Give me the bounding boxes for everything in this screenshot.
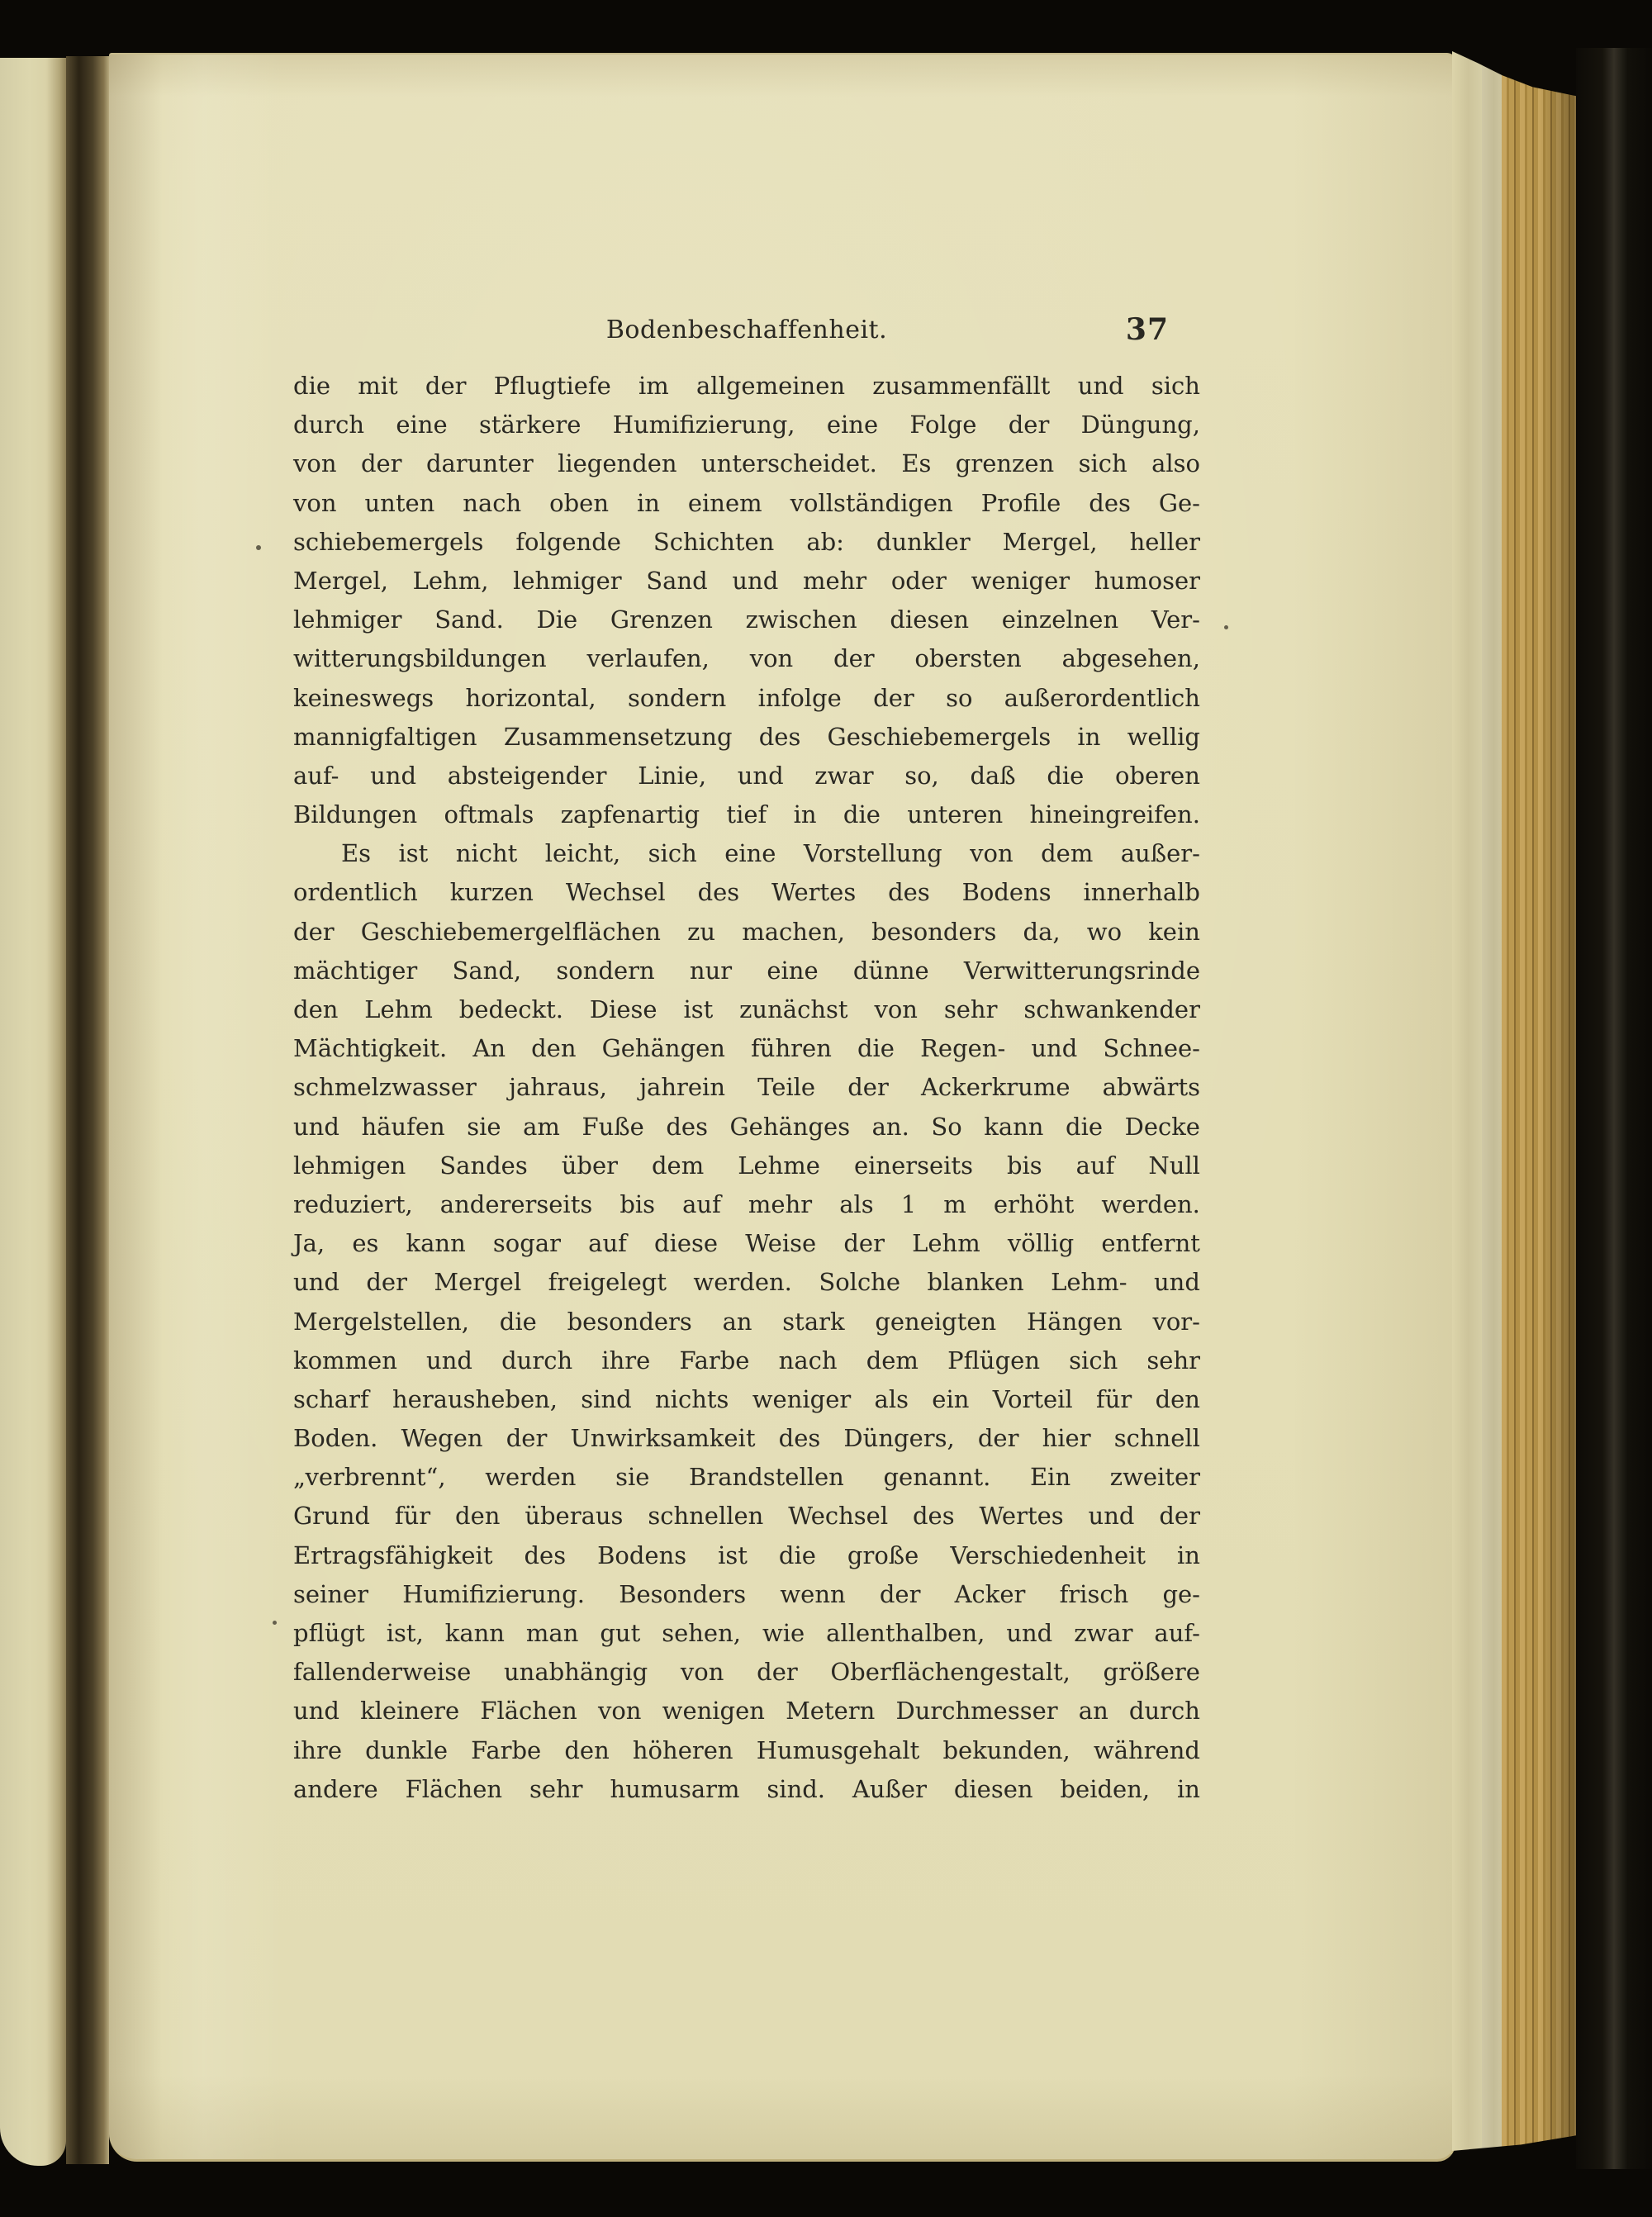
text-line: Bildungen oftmals zapfenartig tief in die unteren hineingreifen. (293, 800, 1200, 829)
text-line: ordentlich kurzen Wechsel des Wertes des Bodens innerhalb (293, 878, 1200, 907)
text-line: mächtiger Sand, sondern nur eine dünne Verwitterungsrinde (293, 956, 1200, 985)
text-line: ihre dunkle Farbe den höheren Humusgehalt bekunden, während (293, 1735, 1200, 1764)
text-line: Mergelstellen, die besonders an stark geneigten Hängen vor- (293, 1307, 1200, 1336)
left-page-edge (0, 58, 66, 2166)
text-line: Grund für den überaus schnellen Wechsel des Wertes und der (293, 1502, 1200, 1531)
text-line: die mit der Pflugtiefe im allgemeinen zusammenfällt und sich (293, 372, 1200, 400)
text-line: und kleinere Flächen von wenigen Metern Durchmesser an durch (293, 1697, 1200, 1726)
fore-edge-band-gold (1502, 51, 1578, 2151)
body-text (293, 372, 1200, 1814)
page-number: 37 (1125, 312, 1169, 347)
text-line: auf- und absteigender Linie, und zwar so, daß die oberen (293, 761, 1200, 790)
text-line: mannigfaltigen Zusammensetzung des Geschiebemergels in wellig (293, 722, 1200, 751)
header-title: Bodenbeschaffenheit. (605, 316, 888, 344)
text-line: andere Flächen sehr humusarm sind. Außer diesen beiden, in (293, 1774, 1200, 1803)
fore-edge-band-light (1452, 51, 1482, 2151)
text-line: schmelzwasser jahraus, jahrein Teile der Ackerkrume abwärts (293, 1073, 1200, 1102)
text-line: den Lehm bedeckt. Diese ist zunächst von sehr schwankender (293, 995, 1200, 1023)
text-line: reduziert, andererseits bis auf mehr als 1 m erhöht werden. (293, 1189, 1200, 1218)
print-speck (1224, 625, 1228, 629)
text-line: fallenderweise unabhängig von der Oberflächengestalt, größere (293, 1658, 1200, 1687)
text-line: Boden. Wegen der Unwirksamkeit des Düngers, der hier schnell (293, 1424, 1200, 1453)
fore-edge-band-gray (1482, 51, 1502, 2151)
text-line: pflügt ist, kann man gut sehen, wie allenthalben, und zwar auf- (293, 1619, 1200, 1647)
text-line: Ertragsfähigkeit des Bodens ist die große Verschiedenheit in (293, 1541, 1200, 1569)
text-line: und der Mergel freigelegt werden. Solche blanken Lehm- und (293, 1268, 1200, 1297)
text-line: Mergel, Lehm, lehmiger Sand und mehr oder weniger humoser (293, 566, 1200, 595)
text-line: von der darunter liegenden unterscheidet. Es grenzen sich also (293, 449, 1200, 478)
text-line: scharf herausheben, sind nichts weniger als ein Vorteil für den (293, 1384, 1200, 1413)
text-line: keineswegs horizontal, sondern infolge der so außerordentlich (293, 683, 1200, 712)
text-line: Ja, es kann sogar auf diese Weise der Lehm völlig entfernt (293, 1229, 1200, 1258)
gutter-shadow (66, 56, 109, 2164)
text-line: schiebemergels folgende Schichten ab: dunkler Mergel, heller (293, 527, 1200, 556)
fore-edge-pages (1452, 51, 1578, 2151)
text-line: kommen und durch ihre Farbe nach dem Pflügen sich sehr (293, 1346, 1200, 1374)
text-line: seiner Humifizierung. Besonders wenn der Acker frisch ge- (293, 1579, 1200, 1608)
text-line: lehmiger Sand. Die Grenzen zwischen diesen einzelnen Ver- (293, 605, 1200, 634)
book-page (109, 53, 1455, 2162)
text-line: und häufen sie am Fuße des Gehänges an. So kann die Decke (293, 1112, 1200, 1141)
text-line: der Geschiebemergelflächen zu machen, besonders da, wo kein (293, 917, 1200, 946)
text-line: durch eine stärkere Humifizierung, eine Folge der Düngung, (293, 411, 1200, 439)
text-line: Es ist nicht leicht, sich eine Vorstellung von dem außer- (341, 839, 1200, 868)
print-speck (273, 1621, 277, 1625)
running-header (293, 312, 1200, 355)
book-cover-edge (1576, 48, 1652, 2169)
text-line: lehmigen Sandes über dem Lehme einerseits bis auf Null (293, 1151, 1200, 1180)
text-line: Mächtigkeit. An den Gehängen führen die Regen- und Schnee- (293, 1034, 1200, 1063)
text-line: „verbrennt“, werden sie Brandstellen genannt. Ein zweiter (293, 1463, 1200, 1492)
print-speck (256, 545, 261, 550)
text-line: witterungsbildungen verlaufen, von der obersten abgesehen, (293, 644, 1200, 673)
text-line: von unten nach oben in einem vollständigen Profile des Ge- (293, 488, 1200, 517)
